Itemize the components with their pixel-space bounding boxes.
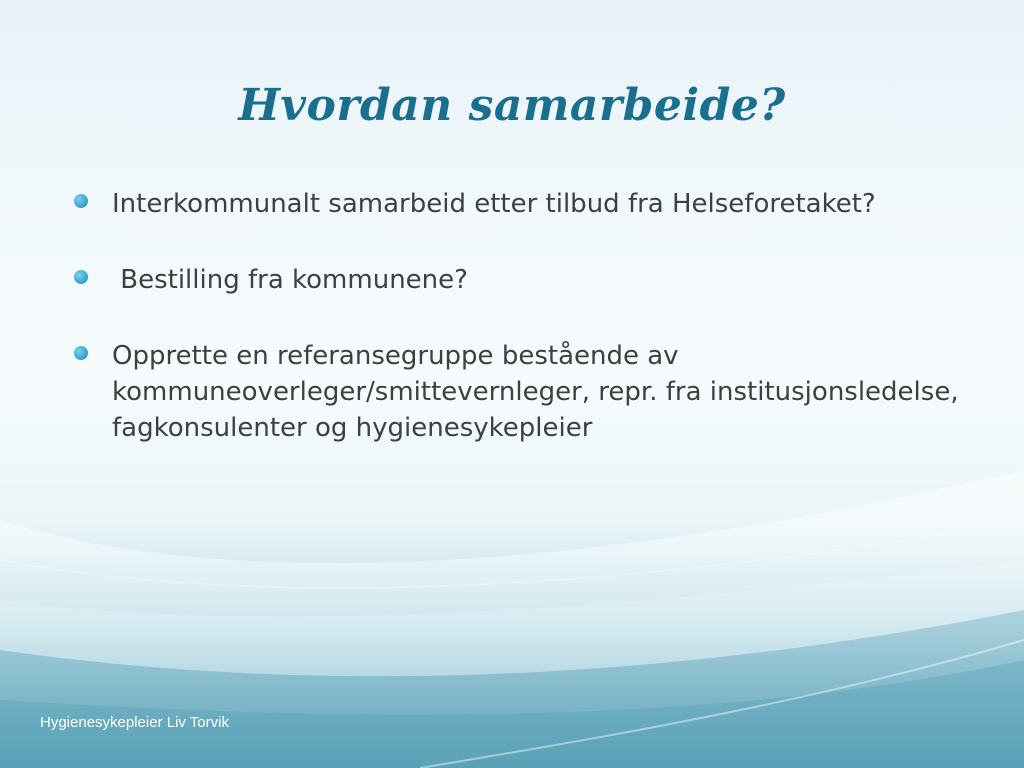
bullet-text: Interkommunalt samarbeid etter tilbud fra Helseforetaket? (112, 189, 876, 219)
bullet-item (72, 262, 972, 298)
footer-author: Hygienesykepleier Liv Torvik (40, 714, 229, 731)
bullet-dot-icon (74, 346, 88, 360)
bullet-text: Opprette en referansegruppe bestående av kommuneoverleger/smittevernleger, repr. fra institusjonsledelse, fagkonsulenter og hygienesykepleier (112, 341, 959, 443)
slide-title: Hvordan samarbeide? (238, 80, 786, 131)
bullet-dot-icon (74, 194, 88, 208)
bullet-item (72, 338, 972, 446)
bullet-dot-icon (74, 270, 88, 284)
bullet-list (72, 186, 972, 446)
bullet-item (72, 186, 972, 222)
bullet-text: Bestilling fra kommunene? (112, 265, 468, 295)
